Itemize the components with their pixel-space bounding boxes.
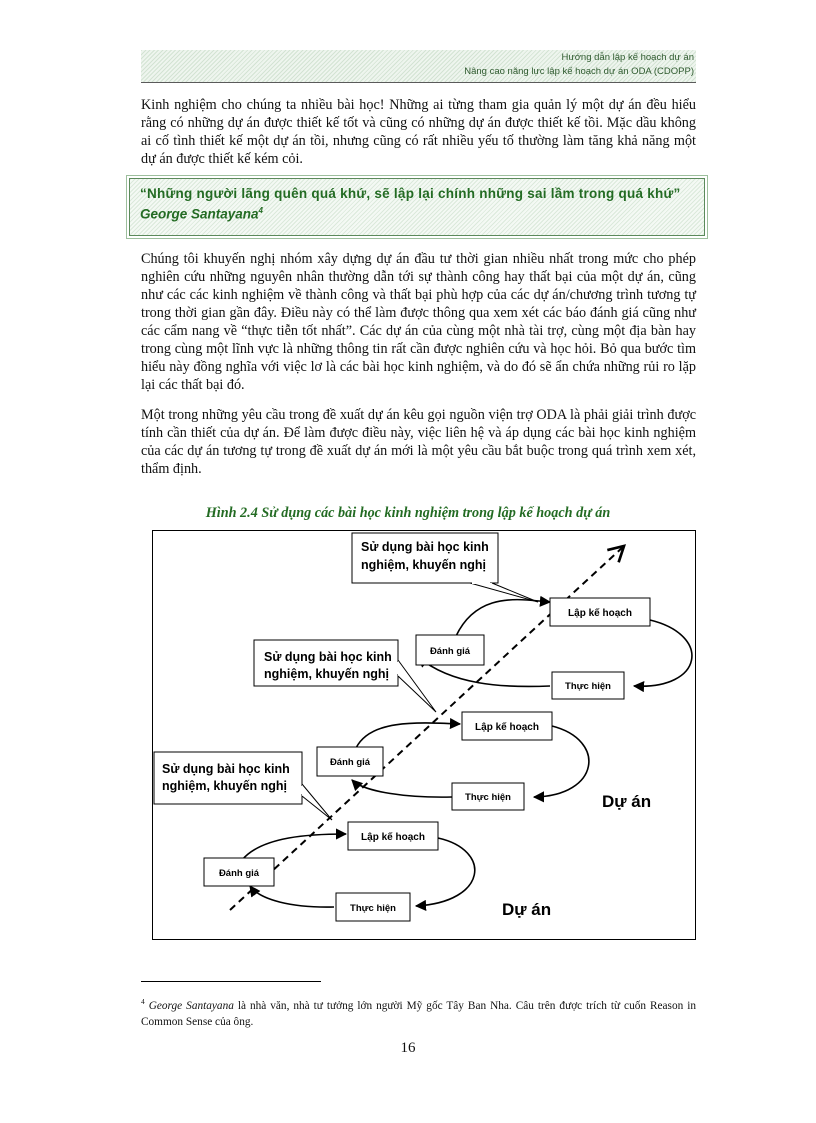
cycle3-plan-label: Lập kế hoạch: [568, 608, 632, 619]
cycle2-eval-label: Đánh giá: [329, 757, 371, 768]
footnote-ref: 4: [258, 206, 263, 215]
footnote-author: George Santayana: [148, 999, 234, 1012]
project-label-bottom: Dự án: [502, 900, 552, 919]
callout-top-line1: Sử dụng bài học kinh: [361, 540, 489, 554]
cycle2-plan-label: Lập kế hoạch: [475, 722, 539, 733]
header-title: Hướng dẫn lập kế hoạch dự án: [561, 52, 694, 63]
cycle1-eval-label: Đánh giá: [218, 868, 260, 879]
project-label-middle: Dự án: [602, 792, 652, 811]
cycle3-eval-label: Đánh giá: [429, 646, 471, 657]
callout-bottom-box: [154, 752, 302, 804]
cycle1-impl-label: Thực hiện: [350, 903, 396, 914]
page-number: 16: [400, 1040, 416, 1056]
footnote-separator: [141, 981, 321, 982]
quote-author: George Santayana$^4$: [140, 206, 263, 222]
cycle2-impl-label: Thực hiện: [465, 792, 511, 803]
paragraph-intro: Kinh nghiệm cho chúng ta nhiều bài học! Những ai từng tham gia quản lý một dự án đều hiểu rằng có những dự án được thiết kế tốt và cũng có những dự án được thiết kế tồi. Mặc dầu không ai cố tình thiết kế một dự án tồi, nhưng cũng có rất nhiều yếu tố thường làm tăng khả năng một dự án được thiết kế kém cỏi.: [141, 97, 696, 167]
callout-bottom-line2: nghiệm, khuyến nghị: [162, 779, 288, 793]
header-subtitle: Nâng cao năng lực lập kế hoạch dự án ODA (CDOPP): [464, 66, 694, 77]
quote-box: [129, 178, 705, 236]
paragraph-recommendation: Chúng tôi khuyến nghị nhóm xây dựng dự án đầu tư thời gian nhiều nhất trong mức cho phép nghiên cứu những nguyên nhân thường dẫn tới sự thành công hay thất bại của một dự án, cũng như các các kinh nghiệm về thành công và thất bại phù hợp của các dự án/chương trình tương tự trong thời gian gần đây. Điều này có thể làm được thông qua xem xét các báo đánh giá cũng như các cẩm nang về “thực tiễn tốt nhất”. Các dự án của cùng một nhà tài trợ, cùng một địa bàn hay trong cùng một lĩnh vực là những thông tin rất cần được nghiên cứu và học hỏi. Bỏ qua bước tìm hiểu này đồng nghĩa với việc lơ là các bài học kinh nghiệm, và do đó sẽ ẩn chứa những rủi ro lặp lại các thất bại đó.: [141, 251, 696, 393]
callout-middle-line1: Sử dụng bài học kinh: [264, 650, 392, 664]
footnote: [141, 994, 696, 1030]
page-header: [141, 50, 696, 83]
figure-caption: Hình 2.4 Sử dụng các bài học kinh nghiệm trong lập kế hoạch dự án: [205, 505, 611, 521]
footnote-text: là nhà văn, nhà tư tưởng lớn người Mỹ gốc Tây Ban Nha. Câu trên được trích từ cuốn Reason in Common Sense của ông.: [141, 999, 697, 1028]
footnote-number: 4: [141, 997, 145, 1006]
callout-middle-line2: nghiệm, khuyến nghị: [264, 667, 390, 681]
cycle3-impl-label: Thực hiện: [565, 681, 611, 692]
lessons-learned-diagram: [152, 530, 696, 940]
callout-bottom-line1: Sử dụng bài học kinh: [162, 762, 290, 776]
quote-text: “Những người lãng quên quá khứ, sẽ lập lại chính những sai lầm trong quá khứ”: [140, 186, 681, 201]
paragraph-oda: Một trong những yêu cầu trong đề xuất dự án kêu gọi nguồn viện trợ ODA là phải giải trình được tính cần thiết của dự án. Để làm được điều này, việc liên hệ và áp dụng các bài học kinh nghiệm của các dự án tương tự trong đề xuất dự án mới là một yêu cầu bắt buộc trong quá trình xem xét, thẩm định.: [141, 407, 696, 477]
cycle1-plan-label: Lập kế hoạch: [361, 832, 425, 843]
callout-top-line2: nghiệm, khuyến nghị: [361, 558, 487, 572]
